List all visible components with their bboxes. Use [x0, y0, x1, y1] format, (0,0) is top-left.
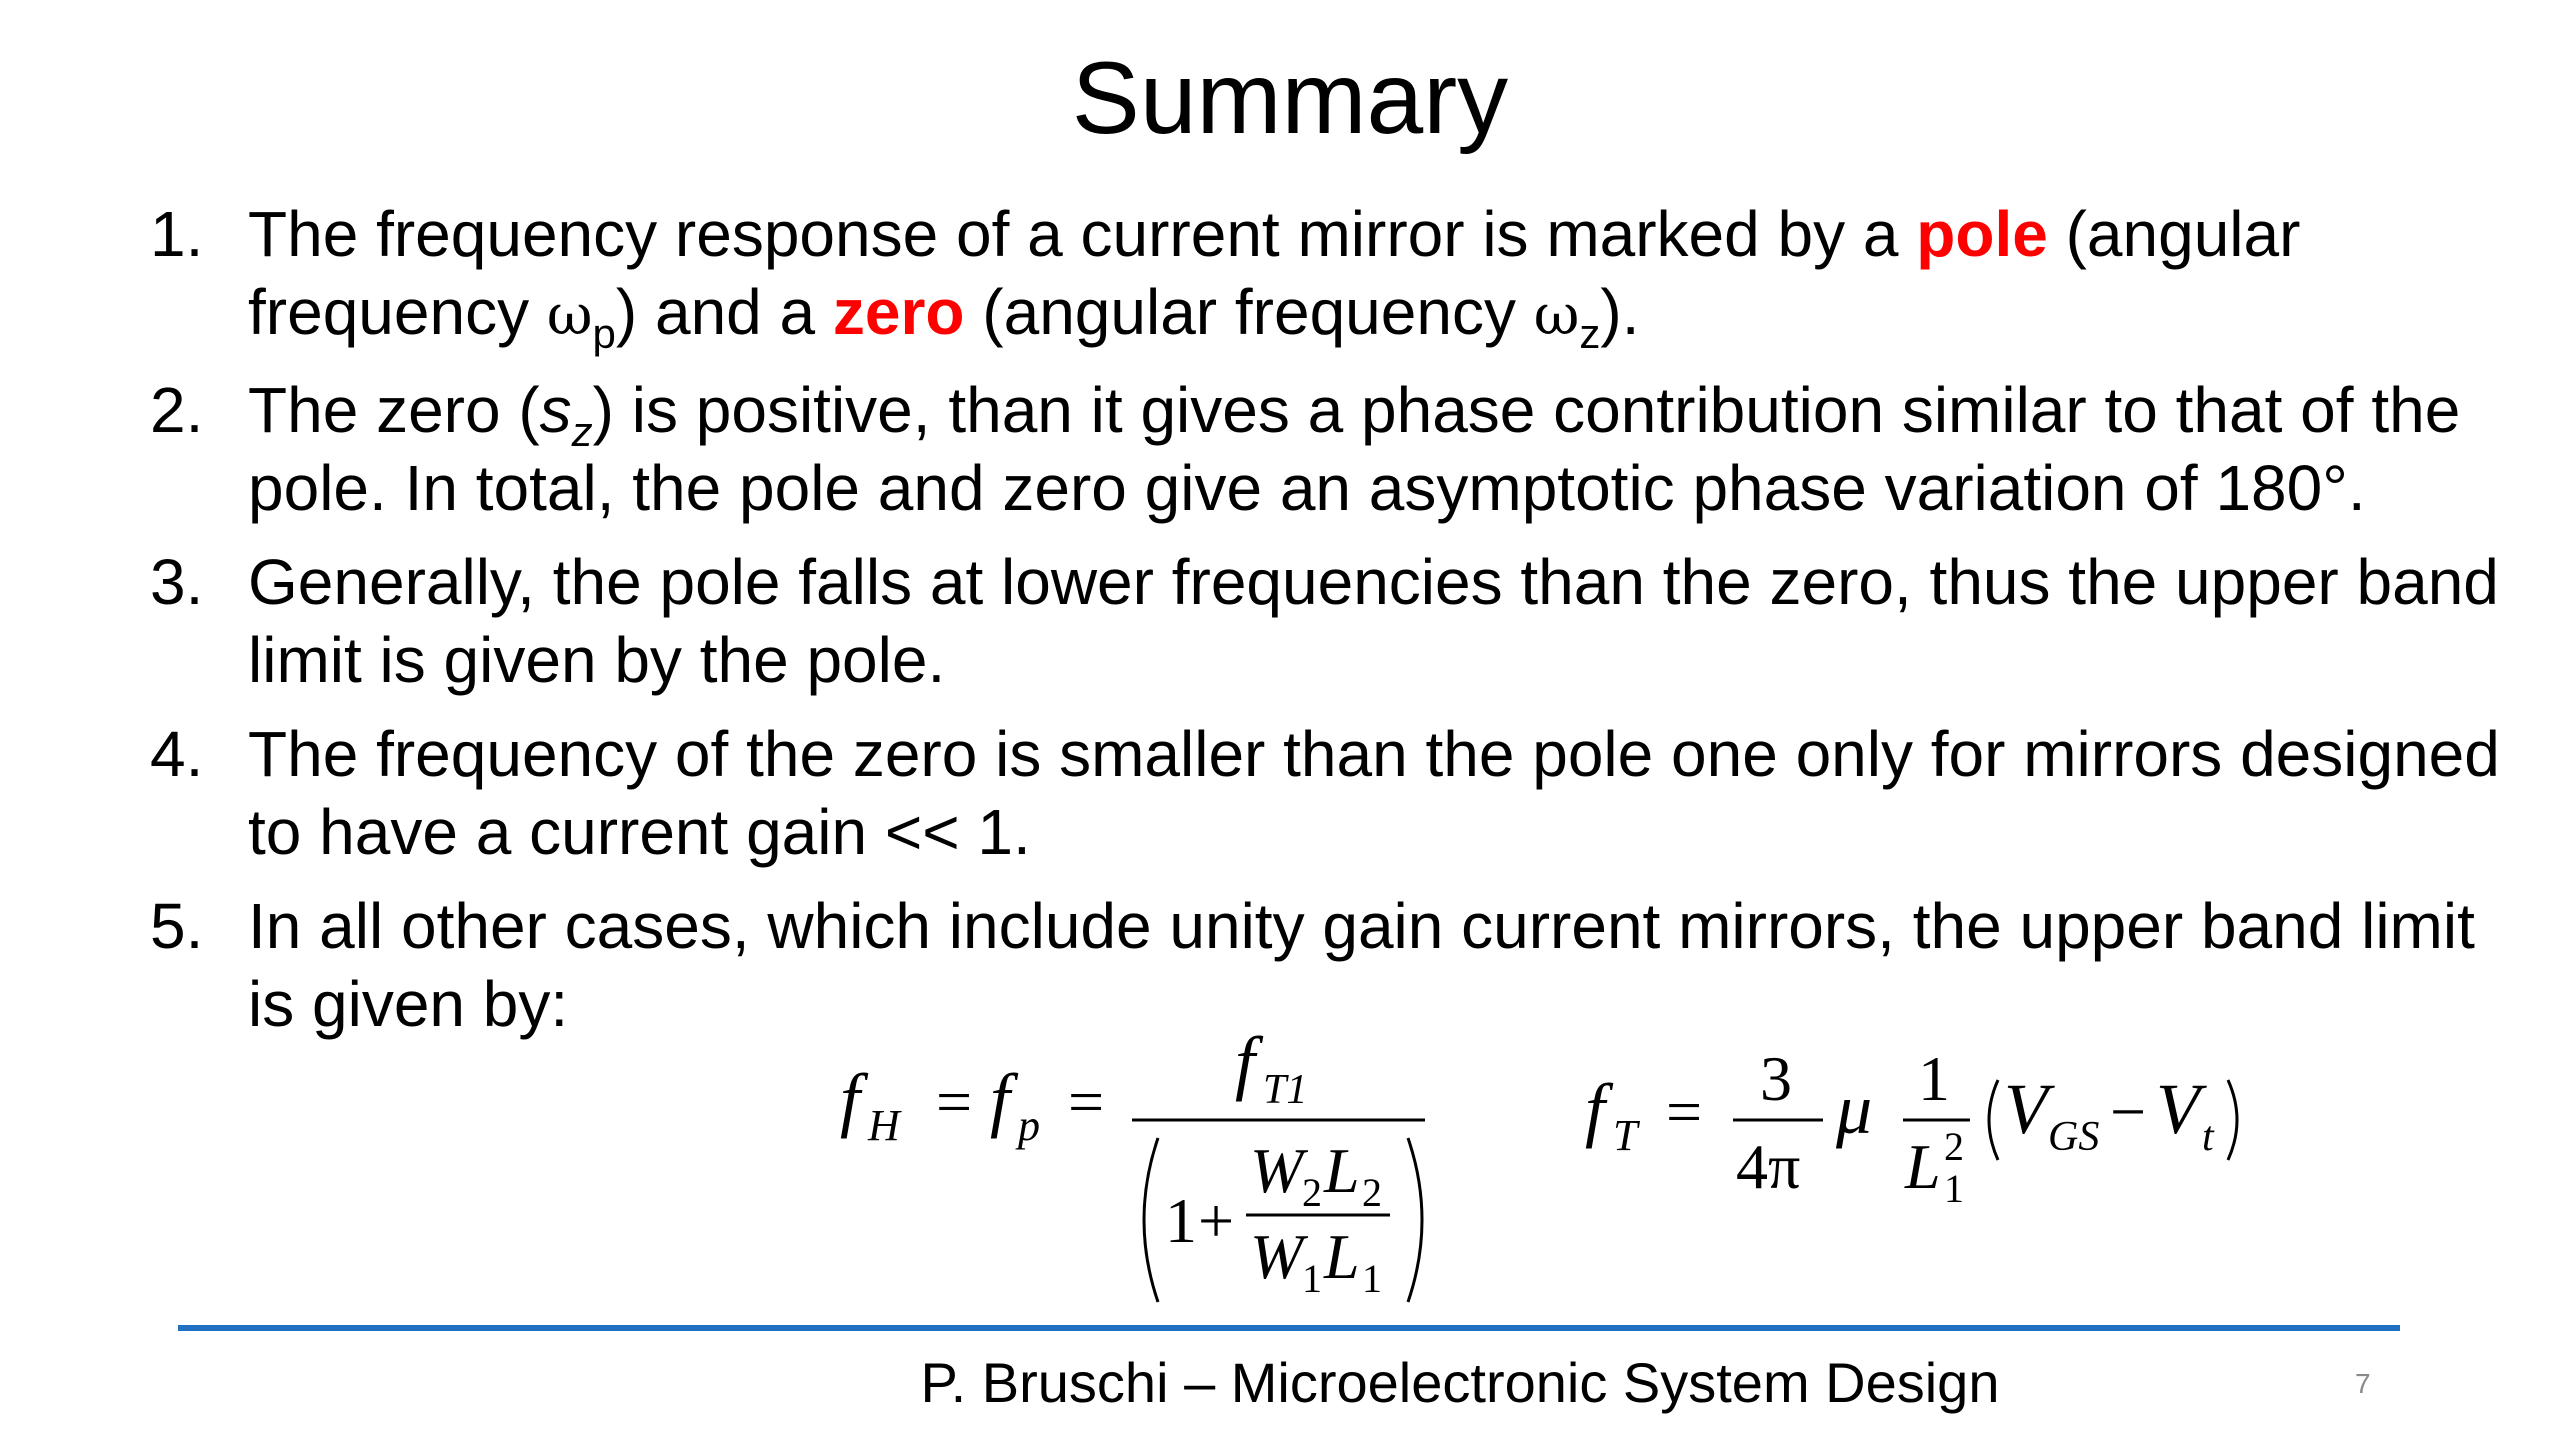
- f-symbol: f: [1585, 1069, 1606, 1149]
- footer-divider: [178, 1325, 2400, 1331]
- f-symbol: f: [1235, 1022, 1256, 1102]
- W-symbol: W: [1250, 1135, 1304, 1206]
- slide-title: Summary: [1071, 41, 1509, 155]
- L-symbol: L: [1324, 1135, 1360, 1206]
- L-symbol: L: [1905, 1131, 1941, 1202]
- equals-sign: =: [1666, 1076, 1703, 1147]
- subscript-z: z: [571, 408, 593, 455]
- subscript-1: 1: [1944, 1166, 1964, 1211]
- page-number: 7: [2355, 1368, 2371, 1399]
- subscript-z: z: [1579, 310, 1601, 357]
- minus-sign: −: [2110, 1076, 2147, 1147]
- item-number: 2.: [150, 374, 204, 446]
- superscript-2: 2: [1944, 1124, 1964, 1169]
- item-text: ) and a: [615, 276, 833, 348]
- footer-text: P. Bruschi – Microelectronic System Design: [920, 1351, 2000, 1414]
- subscript-GS: GS: [2048, 1114, 2100, 1160]
- one: 1: [1165, 1185, 1197, 1256]
- zero-highlight: zero: [832, 276, 965, 348]
- subscript-H: H: [868, 1101, 900, 1150]
- item-number: 4.: [150, 718, 204, 790]
- four-pi: 4π: [1736, 1131, 1801, 1202]
- list-item: [150, 195, 2530, 355]
- item-text: The frequency response of a current mirror is marked by a: [248, 198, 1917, 270]
- item-text: Generally, the pole falls at lower frequencies than the zero, thus the upper band limit is given by the pole.: [248, 546, 2499, 696]
- item-text: (angular frequency: [964, 276, 1534, 348]
- subscript-T1: T1: [1263, 1067, 1308, 1113]
- f-symbol: f: [990, 1059, 1011, 1139]
- V-symbol: V: [2004, 1069, 2048, 1149]
- item-number: 3.: [150, 546, 204, 618]
- subscript-p: p: [592, 310, 616, 357]
- subscript-2: 2: [1362, 1170, 1382, 1215]
- equals-sign: =: [1068, 1066, 1105, 1137]
- list-item: [150, 371, 2530, 527]
- summary-list: [150, 195, 2530, 1059]
- subscript-T: T: [1613, 1111, 1638, 1160]
- three: 3: [1760, 1043, 1792, 1114]
- formula-transition-frequency: [1585, 1043, 2237, 1211]
- subscript-p: p: [1018, 1101, 1040, 1150]
- list-item: [150, 715, 2530, 871]
- formula-upper-band-limit: [840, 1022, 1425, 1302]
- item-text: ).: [1600, 276, 1640, 348]
- left-paren: [1144, 1138, 1158, 1302]
- formula-svg: [840, 1020, 2340, 1320]
- right-paren: [1408, 1138, 1422, 1302]
- item-number: 5.: [150, 890, 204, 962]
- omega-symbol: ω: [1533, 283, 1580, 348]
- subscript-t: t: [2202, 1114, 2214, 1160]
- mu-symbol: μ: [1836, 1069, 1873, 1149]
- f-symbol: f: [840, 1059, 861, 1139]
- item-text: In all other cases, which include unity gain current mirrors, the upper band limit is given by:: [248, 890, 2475, 1040]
- formulas: [840, 1020, 2340, 1320]
- plus-sign: +: [1198, 1185, 1235, 1256]
- item-number: 1.: [150, 198, 204, 270]
- pole-highlight: pole: [1916, 198, 2048, 270]
- subscript-2: 2: [1302, 1170, 1322, 1215]
- V-symbol: V: [2156, 1069, 2200, 1149]
- list-item: [150, 543, 2530, 699]
- W-symbol: W: [1250, 1221, 1304, 1292]
- item-text: The frequency of the zero is smaller than the pole one only for mirrors designed to have a current gain << 1.: [248, 718, 2500, 868]
- item-text: The zero (: [248, 374, 540, 446]
- subscript-1: 1: [1362, 1256, 1382, 1301]
- L-symbol: L: [1324, 1221, 1360, 1292]
- item-text: ) is positive, than it gives a phase contribution similar to that of the pole. In total, the pole and zero give an asymptotic phase variation of 180°.: [248, 374, 2461, 524]
- omega-symbol: ω: [546, 283, 593, 348]
- item-text: (angular frequency: [248, 198, 2301, 348]
- zero-symbol-s: s: [539, 374, 572, 446]
- left-paren: [1989, 1080, 1998, 1160]
- right-paren: [2228, 1080, 2237, 1160]
- one: 1: [1918, 1043, 1950, 1114]
- subscript-1: 1: [1302, 1256, 1322, 1301]
- equals-sign: =: [936, 1066, 973, 1137]
